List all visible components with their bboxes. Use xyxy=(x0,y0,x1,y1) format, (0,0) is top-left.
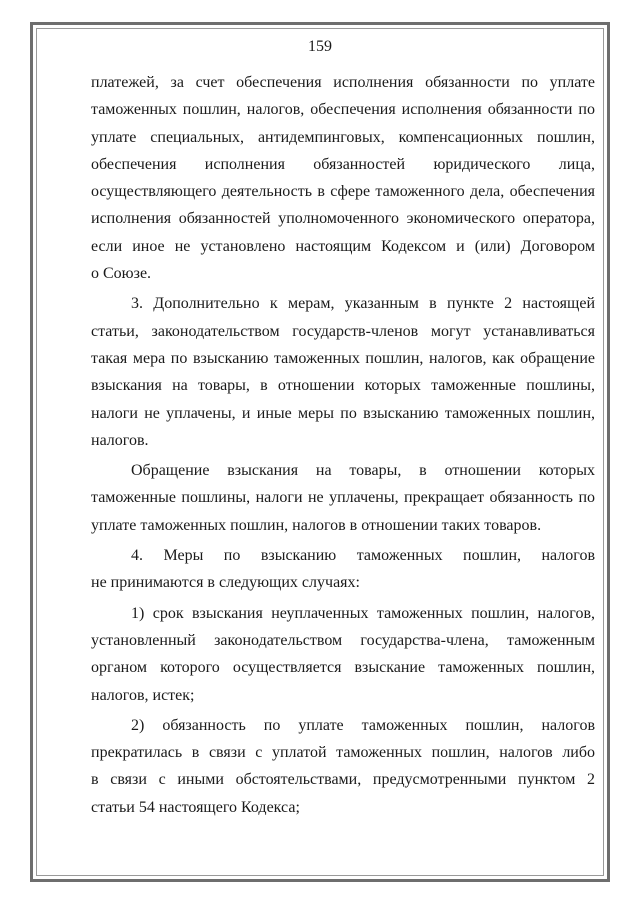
paragraph xyxy=(91,290,595,454)
paragraph xyxy=(91,457,595,539)
text-line: налогов. xyxy=(91,431,149,449)
paragraph xyxy=(91,600,595,709)
text-line: 4. Меры по взысканию таможенных пошлин, налогов xyxy=(131,547,595,565)
text-line: такая мера по взысканию таможенных пошлин, налогов, как обращение xyxy=(91,349,595,367)
text-line: таможенные пошлины, налоги не уплачены, прекращает обязанность по xyxy=(91,489,595,507)
text-line: органом которого осуществляется взыскание таможенных пошлин, xyxy=(91,659,595,677)
text-line: налогов, истек; xyxy=(91,686,195,704)
text-line: таможенных пошлин, налогов, обеспечения исполнения обязанности по xyxy=(91,101,595,119)
paragraph xyxy=(91,712,595,821)
page-number: 159 xyxy=(308,38,332,55)
text-line: не принимаются в следующих случаях: xyxy=(91,574,360,592)
text-line: исполнения обязанностей уполномоченного экономического оператора, xyxy=(91,210,595,228)
text-line: Обращение взыскания на товары, в отношении которых xyxy=(131,462,595,480)
text-line: статьи, законодательством государств-членов могут устанавливаться xyxy=(91,322,595,340)
text-line: 1) срок взыскания неуплаченных таможенных пошлин, налогов, xyxy=(131,604,595,622)
paragraph xyxy=(91,69,595,287)
text-line: о Союзе. xyxy=(91,265,152,283)
text-line: прекратилась в связи с уплатой таможенных пошлин, налогов либо xyxy=(91,744,595,762)
text-line: если иное не установлено настоящим Кодексом и (или) Договором xyxy=(91,237,595,255)
text-line: 2) обязанность по уплате таможенных пошлин, налогов xyxy=(131,716,595,734)
text-line: в связи с иными обстоятельствами, предусмотренными пунктом 2 xyxy=(91,771,595,789)
text-line: обеспечения исполнения обязанностей юридического лица, xyxy=(91,155,595,173)
text-line: 3. Дополнительно к мерам, указанным в пункте 2 настоящей xyxy=(131,295,595,313)
text-line: взыскания на товары, в отношении которых таможенные пошлины, xyxy=(91,377,595,395)
text-line: уплате таможенных пошлин, налогов в отношении таких товаров. xyxy=(91,516,542,534)
text-line: платежей, за счет обеспечения исполнения обязанности по уплате xyxy=(91,74,595,91)
text-line: осуществляющего деятельность в сфере таможенного дела, обеспечения xyxy=(91,183,595,201)
document-body xyxy=(91,69,595,824)
text-line: уплате специальных, антидемпинговых, компенсационных пошлин, xyxy=(91,128,595,146)
text-line: установленный законодательством государства-члена, таможенным xyxy=(91,631,595,649)
paragraph xyxy=(91,542,595,597)
text-line: налоги не уплачены, и иные меры по взысканию таможенных пошлин, xyxy=(91,404,595,422)
text-line: статьи 54 настоящего Кодекса; xyxy=(91,798,300,816)
